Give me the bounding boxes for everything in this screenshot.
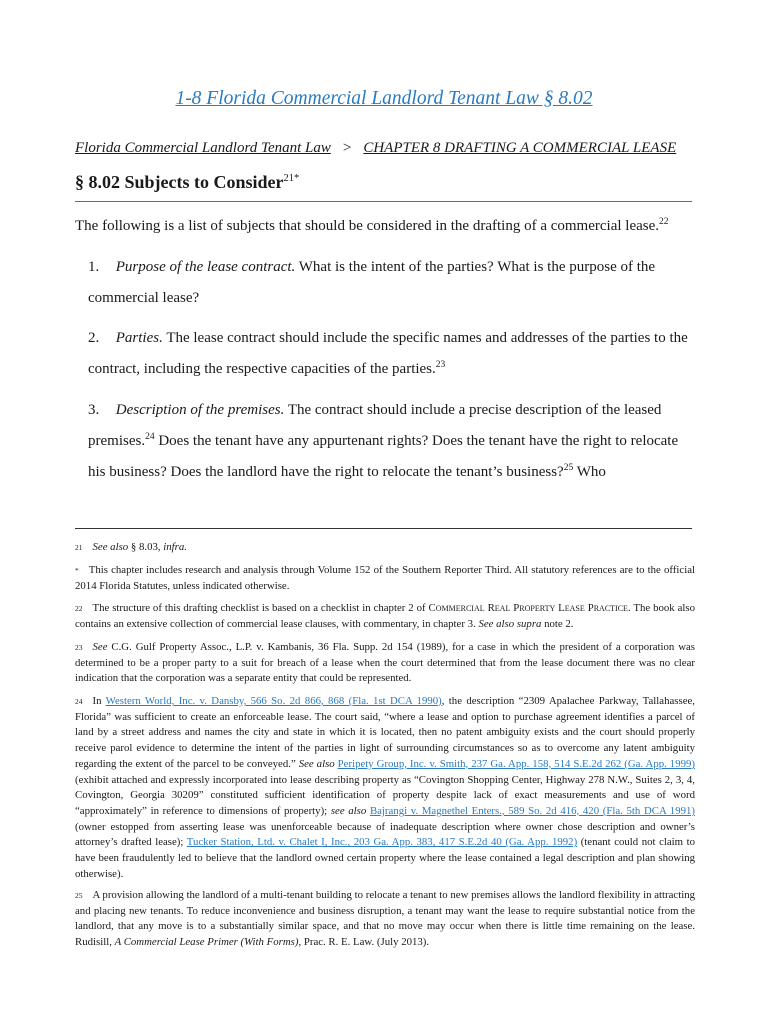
list-item-lead: Description of the premises. — [115, 402, 285, 418]
footnote-mark: 25 — [75, 891, 83, 900]
footnote-mark: * — [75, 566, 79, 575]
footnote-24 — [75, 694, 695, 882]
intro-text: The following is a list of subjects that should be considered in the drafting of a commercial lease. — [75, 218, 660, 234]
footnote-mark: 21 — [75, 543, 83, 552]
signal: see also — [330, 804, 367, 817]
section-heading-footnote-ref[interactable]: 21* — [283, 173, 300, 184]
footnote-ref-24[interactable]: 24 — [145, 432, 155, 442]
signal: infra. — [163, 541, 187, 553]
list-item-number: 2. — [88, 330, 100, 346]
page-title[interactable]: 1-8 Florida Commercial Landlord Tenant Law § 8.02 — [175, 88, 593, 109]
list-item-text: The lease contract should include the specific names and addresses of the parties to the contract, including the respective capacities of the parties. — [88, 330, 688, 377]
footnote-ref-23[interactable]: 23 — [435, 360, 446, 370]
footnote-23 — [75, 640, 695, 687]
footnote-21 — [75, 540, 695, 556]
footnote-text: C.G. Gulf Property Assoc., L.P. v. Kambanis, 36 Fla. Supp. 2d 154 (1989), for a case in which the president of a corporation was determined to be a proper party to a suit for breach of a lease when the court determined that from the lease document there was no clear indication that the corporation was a separate entity that could be represented. — [75, 641, 695, 685]
list-item-lead: Parties. — [115, 330, 163, 346]
case-link-tucker-station[interactable]: Tucker Station, Ltd. v. Chalet I, Inc., 203 Ga. App. 383, 417 S.E.2d 40 (Ga. App. 1992) — [186, 836, 578, 849]
section-heading — [75, 172, 692, 202]
footnote-text: , Prac. R. E. Law. (July 2013). — [298, 936, 430, 949]
footnote-22 — [75, 601, 695, 632]
list-item-text: What is the intent of the parties? What is the purpose of the commercial lease? — [88, 259, 656, 306]
footnote-text: The structure of this drafting checklist is based on a checklist in chapter 2 of — [92, 602, 429, 614]
breadcrumb-chapter[interactable]: CHAPTER 8 DRAFTING A COMMERCIAL LEASE — [363, 140, 677, 156]
footnote-ref-25[interactable]: 25 — [563, 463, 574, 473]
footnote-25 — [75, 888, 695, 951]
book-title: A Commercial Lease Primer (With Forms) — [114, 936, 299, 949]
case-link-western-world[interactable]: Western World, Inc. v. Dansby, 566 So. 2d 866, 868 (Fla. 1st DCA 1990) — [105, 695, 442, 707]
footnote-text: This chapter includes research and analysis through Volume 152 of the Southern Reporter Third. All statutory references are to the official 2014 Florida Statutes, unless indicated otherwise. — [75, 564, 695, 592]
book-title: Commercial Real Property Lease Practice — [428, 602, 628, 614]
list-item — [88, 395, 696, 488]
footnote-mark: 22 — [75, 604, 83, 613]
footnote-text: note 2. — [541, 617, 574, 630]
list-item-number: 1. — [88, 259, 100, 275]
list-item — [88, 323, 696, 385]
footnote-text: . The book also contains an extensive collection of commercial lease clauses, with commentary, in chapter 3. — [75, 602, 696, 630]
breadcrumb-book[interactable]: Florida Commercial Landlord Tenant Law — [75, 140, 331, 156]
footnote-text: , the description “2309 Apalachee Parkway, Tallahassee, Florida” was sufficient to create an enforceable lease. The court said, “where a lease and option to purchase agreement identifies a parcel of land by a street address and names the city and state in which it is located, then no patent ambiguity exists and the court should properly receive parol evidence to determine the intent of the parties in light of surrounding circumstances so as to overcome any latent ambiguity regarding the extent of the parcel to be conveyed.” — [75, 695, 695, 770]
signal: See — [92, 641, 108, 653]
footnote-text: § 8.03, — [128, 541, 164, 553]
list-item-lead: Purpose of the lease contract. — [115, 259, 296, 275]
footnote-text: In — [92, 695, 106, 707]
footnote-mark: 24 — [75, 697, 83, 706]
list-item-number: 3. — [88, 402, 100, 418]
footnote-star — [75, 563, 695, 594]
footnote-text: A provision allowing the landlord of a multi-tenant building to relocate a tenant to new premises allows the landlord flexibility in attracting and placing new tenants. To reduce inconvenience and business disruption, a tenant may want the lease to require substantial notice from the landlord, that any move is to a substantially similar space, and that no move may occur when there is little time remaining on the lease. Rudisill, — [75, 889, 695, 949]
breadcrumb-separator: > — [342, 140, 352, 156]
intro-paragraph — [75, 216, 695, 236]
footnote-ref-22[interactable]: 22 — [659, 217, 669, 227]
list-item-text: Does the tenant have any appurtenant rights? Does the tenant have the right to relocate his business? Does the landlord have the right to relocate the tenant’s business? — [88, 433, 679, 480]
case-link-peripety[interactable]: Peripety Group, Inc. v. Smith, 237 Ga. App. 158, 514 S.E.2d 262 (Ga. App. 1999) — [337, 757, 695, 770]
list-item — [88, 252, 696, 314]
signal: See also — [298, 757, 335, 770]
case-link-bajrangi[interactable]: Bajrangi v. Magnethel Enters., 589 So. 2d 416, 420 (Fla. 5th DCA 1991) — [369, 804, 695, 817]
breadcrumb — [75, 140, 695, 157]
footnote-text: (tenant could not claim to have been fraudulently led to believe that the landlord owned certain property where the lease contained a legal description and plan showing otherwise). — [75, 836, 695, 880]
section-heading-text: § 8.02 Subjects to Consider — [75, 172, 284, 192]
footnote-mark: 23 — [75, 643, 83, 652]
footnote-divider — [75, 528, 692, 529]
signal: See also supra — [478, 617, 542, 630]
footnote-text: (exhibit attached and expressly incorporated into lease describing property as “Covington Shopping Center, Highway 278 N.W., Suites 2, 3, 4, Covington, Georgia 30209” constituted sufficient identification of property despite lack of exact measurements and use of word “approximately” in reference to dimensions of property); — [75, 773, 695, 817]
list-item-text: Who — [573, 464, 606, 480]
footnote-text: (owner estopped from asserting lease was unenforceable because of inadequate description where owner chose description and owner’s attorney’s drafted lease); — [75, 820, 695, 849]
list-item-text: The contract should include a precise description of the leased premises. — [88, 402, 662, 449]
signal: See also — [92, 541, 129, 553]
